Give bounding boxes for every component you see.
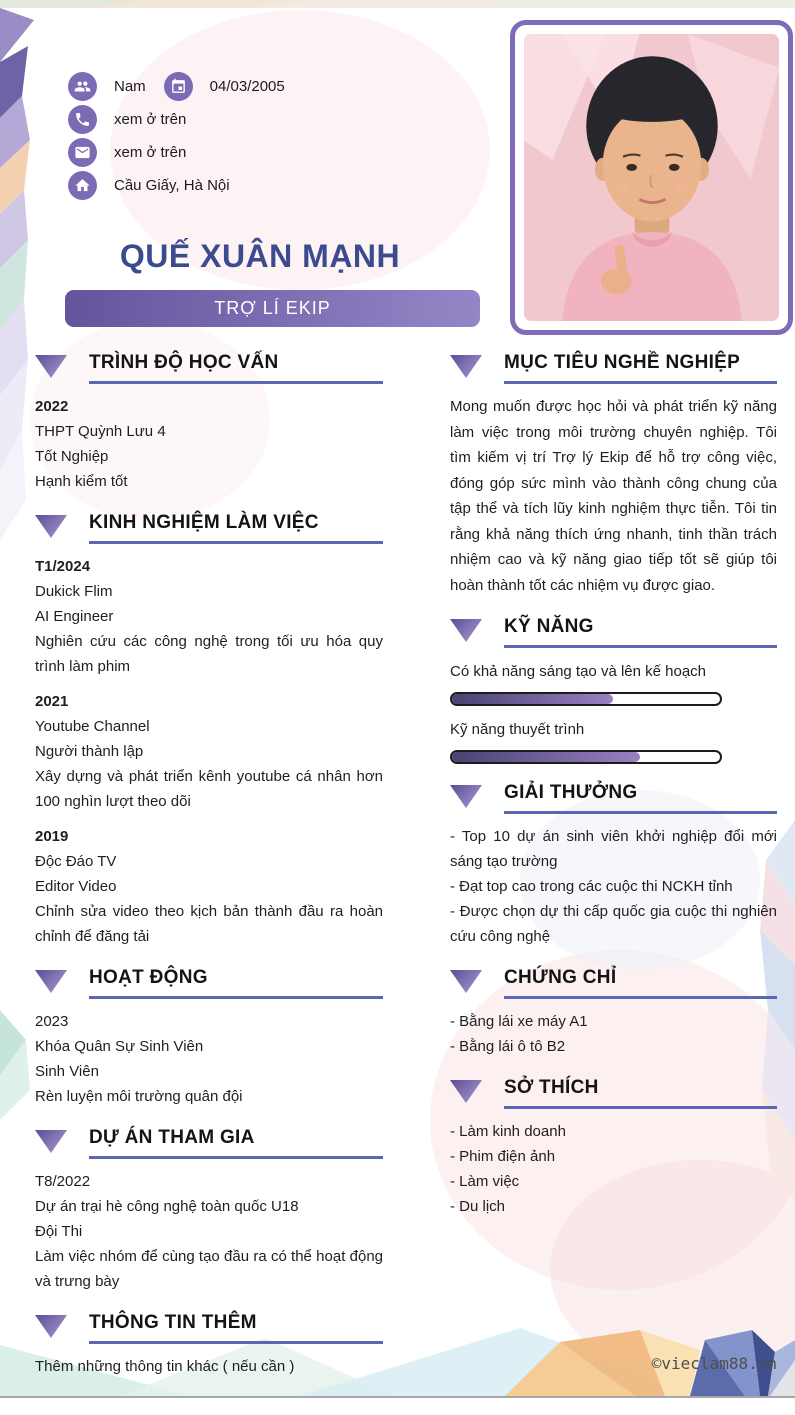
section-header [35, 352, 383, 384]
section-header [450, 967, 777, 999]
address-value: Cầu Giấy, Hà Nội [114, 177, 230, 194]
project-desc: Làm việc nhóm để cùng tạo đầu ra có thể hoạt động và trưng bày [35, 1248, 383, 1290]
education-period: 2022 [35, 398, 69, 415]
section-title: MỤC TIÊU NGHỀ NGHIỆP [504, 352, 741, 373]
job-org: Youtube Channel [35, 718, 150, 735]
triangle-marker-icon [35, 1130, 67, 1153]
home-icon [68, 171, 97, 200]
job-period: 2021 [35, 693, 69, 710]
award-item: - Được chọn dự thi cấp quốc gia cuộc thi nghiên cứu công nghệ [450, 903, 777, 945]
watermark: ©vieclam88.vn [651, 1354, 777, 1373]
job-org: Độc Đáo TV [35, 853, 117, 870]
triangle-marker-icon [450, 785, 482, 808]
section-header [450, 352, 777, 384]
experience-job [35, 824, 383, 949]
experience-job [35, 554, 383, 679]
section-hobbies [450, 1077, 777, 1219]
skill-label: Có khả năng sáng tạo và lên kế hoạch [450, 663, 707, 680]
triangle-marker-icon [35, 970, 67, 993]
education-result: Tốt Nghiệp [35, 448, 109, 465]
section-header [35, 512, 383, 544]
award-item: - Đạt top cao trong các cuộc thi NCKH tỉnh [450, 878, 733, 895]
section-objective [450, 352, 777, 598]
section-certificates [450, 967, 777, 1059]
skill-progress-bar [450, 692, 722, 706]
section-awards [450, 782, 777, 949]
job-role: Editor Video [35, 878, 117, 895]
portrait-illustration [524, 34, 779, 321]
triangle-marker-icon [450, 619, 482, 642]
section-title: THÔNG TIN THÊM [89, 1312, 257, 1333]
section-title: HOẠT ĐỘNG [89, 967, 208, 988]
profile-photo [510, 20, 793, 335]
education-conduct: Hạnh kiểm tốt [35, 473, 128, 490]
skill-item [450, 718, 777, 764]
skill-label: Kỹ năng thuyết trình [450, 721, 585, 738]
award-item: - Top 10 dự án sinh viên khởi nghiệp đổi mới sáng tạo trường [450, 828, 777, 870]
triangle-marker-icon [450, 355, 482, 378]
email-icon [68, 138, 97, 167]
section-header [450, 616, 777, 648]
triangle-marker-icon [450, 1080, 482, 1103]
contact-row-address [68, 171, 285, 200]
section-experience [35, 512, 383, 949]
hobby-item: - Phim điện ảnh [450, 1148, 556, 1165]
certificate-item: - Bằng lái xe máy A1 [450, 1013, 588, 1030]
section-projects [35, 1127, 383, 1294]
triangle-marker-icon [35, 1315, 67, 1338]
job-title-badge: TRỢ LÍ EKIP [65, 290, 480, 327]
job-role: Người thành lập [35, 743, 144, 760]
email-value: xem ở trên [114, 144, 187, 161]
section-title: CHỨNG CHỈ [504, 967, 617, 988]
activity-role: Sinh Viên [35, 1063, 99, 1080]
section-header [450, 1077, 777, 1109]
job-desc: Nghiên cứu các công nghệ trong tối ưu hóa quy trình làm phim [35, 633, 383, 675]
triangle-marker-icon [35, 355, 67, 378]
job-period: T1/2024 [35, 558, 91, 575]
phone-icon [68, 105, 97, 134]
birthday-value: 04/03/2005 [209, 78, 285, 95]
triangle-marker-icon [450, 970, 482, 993]
contact-info [68, 72, 285, 204]
activity-name: Khóa Quân Sự Sinh Viên [35, 1038, 204, 1055]
left-column [35, 352, 383, 1397]
section-title: TRÌNH ĐỘ HỌC VẤN [89, 352, 279, 373]
more-info-text: Thêm những thông tin khác ( nếu cần ) [35, 1358, 295, 1375]
project-role: Đội Thi [35, 1223, 83, 1240]
experience-job [35, 689, 383, 814]
section-header [35, 967, 383, 999]
gender-icon [68, 72, 97, 101]
skill-progress-fill [452, 694, 613, 704]
project-name: Dự án trại hè công nghệ toàn quốc U18 [35, 1198, 299, 1215]
triangle-marker-icon [35, 515, 67, 538]
section-header [35, 1127, 383, 1159]
certificate-item: - Bằng lái ô tô B2 [450, 1038, 566, 1055]
contact-row-gender-birthday [68, 72, 285, 101]
skill-progress-bar [450, 750, 722, 764]
section-title: GIẢI THƯỞNG [504, 782, 638, 803]
hobby-item: - Làm kinh doanh [450, 1123, 566, 1140]
section-title: DỰ ÁN THAM GIA [89, 1127, 255, 1148]
calendar-icon [164, 72, 193, 101]
skill-progress-fill [452, 752, 640, 762]
hobby-item: - Du lịch [450, 1198, 506, 1215]
hobby-item: - Làm việc [450, 1173, 520, 1190]
education-school: THPT Quỳnh Lưu 4 [35, 423, 166, 440]
section-header [450, 782, 777, 814]
candidate-name: QUẾ XUÂN MẠNH [119, 238, 401, 274]
section-skills [450, 616, 777, 764]
right-column [450, 352, 777, 1237]
activity-desc: Rèn luyện môi trường quân đội [35, 1088, 243, 1105]
project-period: T8/2022 [35, 1173, 91, 1190]
contact-row-phone [68, 105, 285, 134]
job-desc: Xây dựng và phát triển kênh youtube cá nhân hơn 100 nghìn lượt theo dõi [35, 768, 383, 810]
section-title: KINH NGHIỆM LÀM VIỆC [89, 512, 319, 533]
gender-value: Nam [114, 78, 146, 95]
section-header [35, 1312, 383, 1344]
contact-row-email [68, 138, 285, 167]
job-org: Dukick Flim [35, 583, 113, 600]
job-period: 2019 [35, 828, 69, 845]
section-activity [35, 967, 383, 1109]
job-role: AI Engineer [35, 608, 114, 625]
skill-item [450, 660, 777, 706]
section-title: SỞ THÍCH [504, 1077, 599, 1098]
section-title: KỸ NĂNG [504, 616, 594, 637]
section-education [35, 352, 383, 494]
activity-period: 2023 [35, 1013, 69, 1030]
objective-text: Mong muốn được học hỏi và phát triển kỹ năng làm việc trong môi trường chuyên nghiệp. Tôi tìm kiếm vị trí Trợ lý Ekip để hỗ trợ công việc, đóng góp sức mình vào thành công chung của tập thể và tích lũy kinh nghiệm thực tiễn. Tôi tin rằng khả năng thích ứng nhanh, tinh thần trách nhiệm cao và kỹ năng giao tiếp tốt sẽ giúp tôi hoàn thành tốt các nhiệm vụ được giao. [450, 398, 777, 594]
phone-value: xem ở trên [114, 111, 187, 128]
section-more-info [35, 1312, 383, 1379]
job-desc: Chỉnh sửa video theo kịch bản thành đầu ra hoàn chỉnh để đăng tải [35, 903, 383, 945]
